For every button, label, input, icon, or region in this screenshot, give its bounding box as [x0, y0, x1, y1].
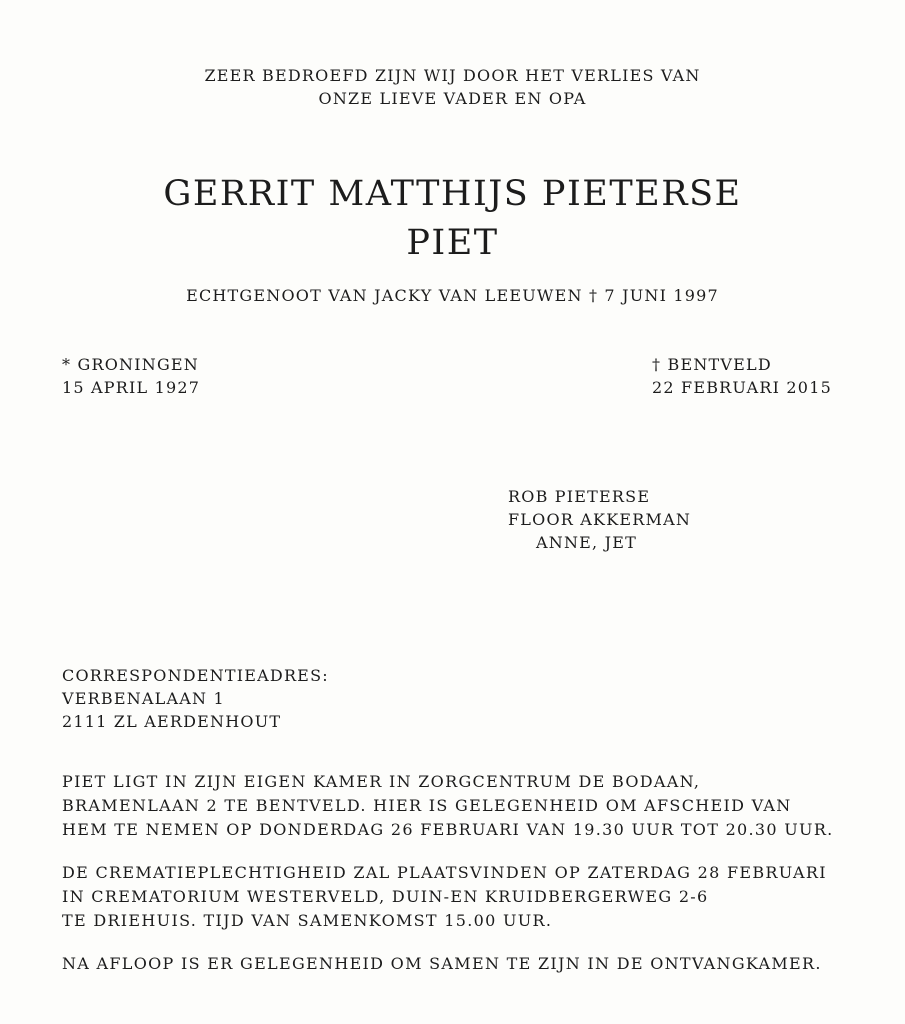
- deceased-nickname: PIET: [406, 223, 499, 263]
- intro-text: [0, 64, 905, 110]
- viewing-paragraph: [62, 770, 834, 842]
- family-member: ROB PIETERSE: [508, 487, 651, 506]
- birth-date: 15 APRIL 1927: [62, 378, 201, 397]
- closing-paragraph: [62, 952, 822, 976]
- deceased-name-block: [0, 170, 905, 268]
- cremation-paragraph: [62, 861, 827, 933]
- paragraph-line: DE CREMATIEPLECHTIGHEID ZAL PLAATSVINDEN OP ZATERDAG 28 FEBRUARI: [62, 863, 827, 882]
- paragraph-line: IN CREMATORIUM WESTERVELD, DUIN-EN KRUIDBERGERWEG 2-6: [62, 887, 709, 906]
- intro-line-1: ZEER BEDROEFD ZIJN WIJ DOOR HET VERLIES VAN: [204, 66, 701, 85]
- family-list: [508, 485, 691, 554]
- paragraph-line: HEM TE NEMEN OP DONDERDAG 26 FEBRUARI VAN 19.30 UUR TOT 20.30 UUR.: [62, 820, 834, 839]
- death-date: 22 FEBRUARI 2015: [652, 378, 832, 397]
- paragraph-line: BRAMENLAAN 2 TE BENTVELD. HIER IS GELEGENHEID OM AFSCHEID VAN: [62, 796, 792, 815]
- correspondence-city: 2111 ZL AERDENHOUT: [62, 712, 282, 731]
- correspondence-address: [62, 664, 329, 733]
- birth-place: * GRONINGEN: [62, 355, 200, 374]
- intro-line-2: ONZE LIEVE VADER EN OPA: [318, 89, 587, 108]
- correspondence-street: VERBENALAAN 1: [62, 689, 225, 708]
- death-place: † BENTVELD: [652, 355, 772, 374]
- family-member: FLOOR AKKERMAN: [508, 510, 692, 529]
- grandchildren: ANNE, JET: [536, 533, 637, 552]
- paragraph-line: NA AFLOOP IS ER GELEGENHEID OM SAMEN TE ZIJN IN DE ONTVANGKAMER.: [62, 954, 822, 973]
- correspondence-label: CORRESPONDENTIEADRES:: [62, 666, 329, 685]
- paragraph-line: TE DRIEHUIS. TIJD VAN SAMENKOMST 15.00 UUR.: [62, 911, 553, 930]
- death-info: [652, 353, 832, 399]
- spouse-line: ECHTGENOOT VAN JACKY VAN LEEUWEN † 7 JUNI 1997: [186, 286, 719, 305]
- birth-info: [62, 353, 200, 399]
- deceased-full-name: GERRIT MATTHIJS PIETERSE: [163, 174, 742, 214]
- paragraph-line: PIET LIGT IN ZIJN EIGEN KAMER IN ZORGCENTRUM DE BODAAN,: [62, 772, 701, 791]
